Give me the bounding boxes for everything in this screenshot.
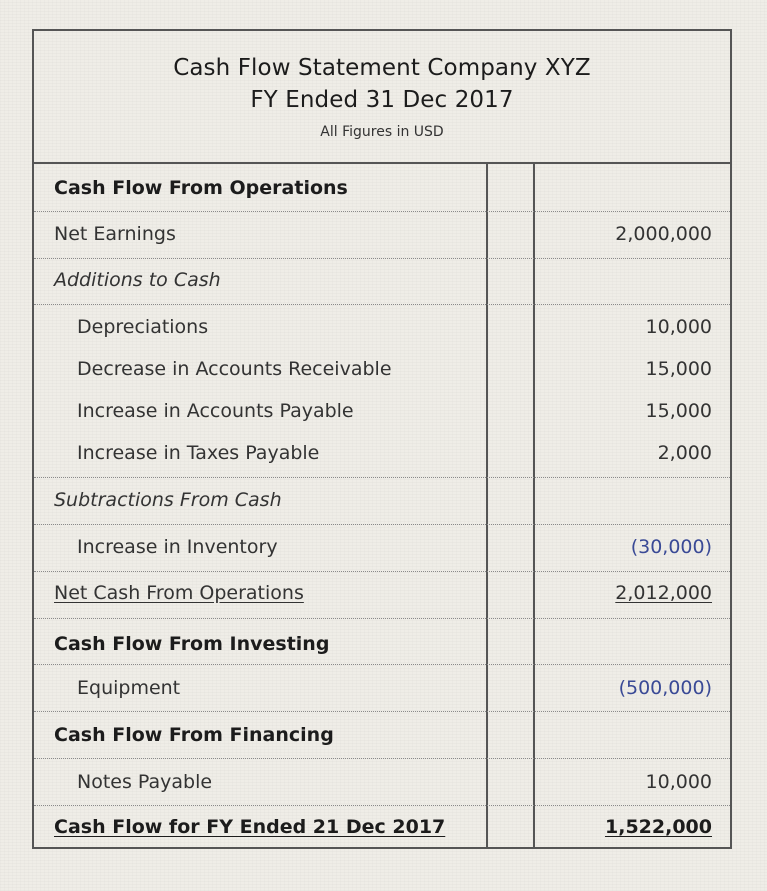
row-separator	[34, 211, 730, 212]
row-label: Increase in Taxes Payable	[77, 442, 320, 464]
row-separator	[34, 618, 730, 619]
row-separator	[34, 711, 730, 712]
statement-subtitle: All Figures in USD	[320, 124, 444, 140]
row-label: Depreciations	[77, 316, 209, 338]
row-label: Cash Flow From Operations	[54, 177, 348, 199]
statement-period: FY Ended 31 Dec 2017	[250, 87, 514, 113]
column-divider-left	[486, 164, 488, 847]
row-value: 15,000	[645, 358, 712, 380]
row-label: Cash Flow From Investing	[54, 633, 330, 655]
row-value: 10,000	[645, 771, 712, 793]
row-value-negative: (500,000)	[618, 677, 712, 699]
row-separator	[34, 524, 730, 525]
row-label: Increase in Accounts Payable	[77, 400, 354, 422]
row-separator	[34, 258, 730, 259]
row-label: Decrease in Accounts Receivable	[77, 358, 392, 380]
row-label: Cash Flow for FY Ended 21 Dec 2017	[54, 816, 446, 838]
row-value-negative: (30,000)	[630, 536, 712, 558]
row-separator	[34, 304, 730, 305]
row-separator	[34, 477, 730, 478]
row-value: 2,000	[657, 442, 712, 464]
statement-title: Cash Flow Statement Company XYZ	[173, 55, 591, 81]
cash-flow-statement-table	[32, 29, 732, 849]
row-separator	[34, 758, 730, 759]
row-label: Net Cash From Operations	[54, 582, 304, 604]
row-value: 2,012,000	[615, 582, 712, 604]
row-label: Increase in Inventory	[77, 536, 278, 558]
column-divider-right	[533, 164, 535, 847]
row-value: 2,000,000	[615, 223, 712, 245]
row-value: 1,522,000	[605, 816, 712, 838]
row-label: Net Earnings	[54, 223, 176, 245]
row-value: 15,000	[645, 400, 712, 422]
row-separator	[34, 571, 730, 572]
row-label: Notes Payable	[77, 771, 213, 793]
row-label: Cash Flow From Financing	[54, 724, 334, 746]
row-label: Additions to Cash	[54, 269, 221, 291]
row-separator	[34, 805, 730, 806]
row-label: Equipment	[77, 677, 181, 699]
row-label: Subtractions From Cash	[54, 489, 282, 511]
row-value: 10,000	[645, 316, 712, 338]
statement-header	[34, 31, 730, 164]
row-separator	[34, 664, 730, 665]
